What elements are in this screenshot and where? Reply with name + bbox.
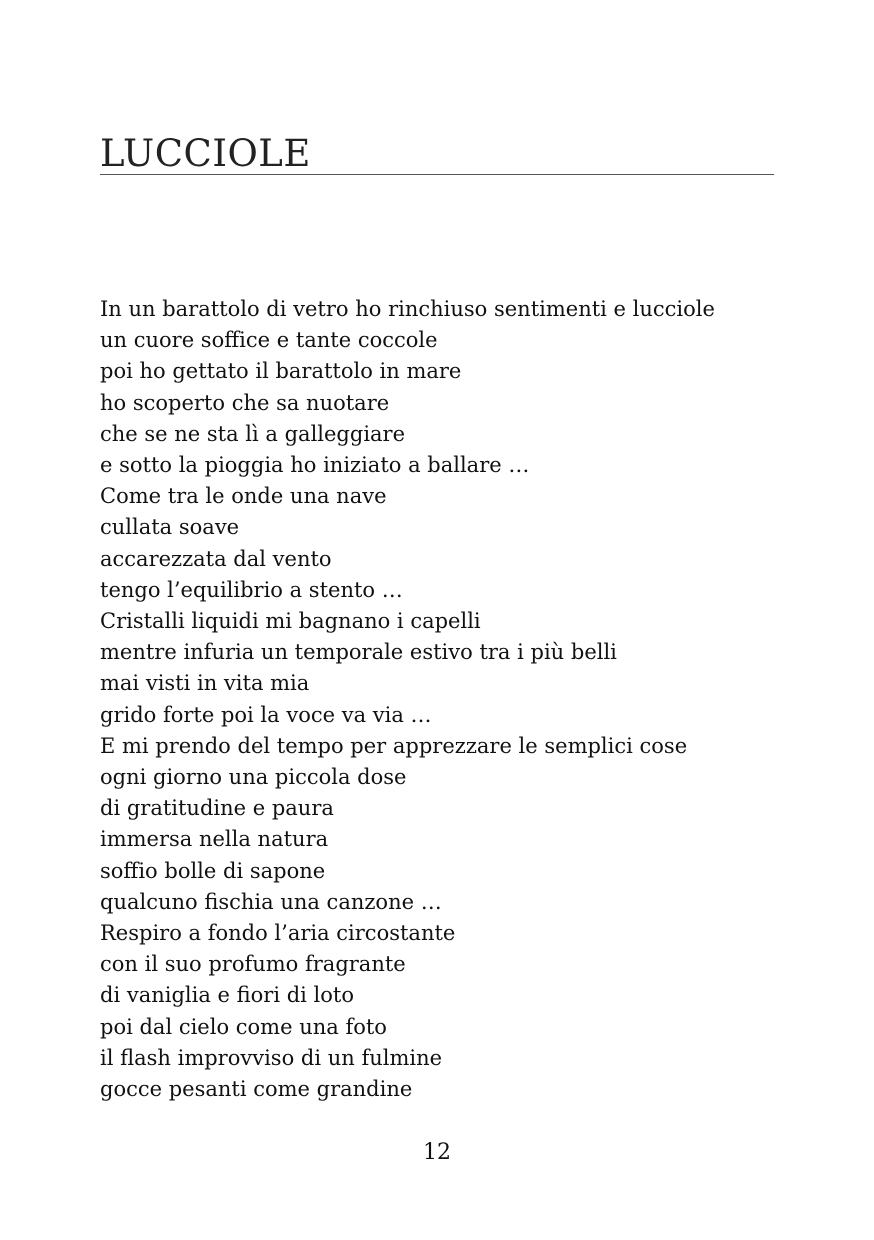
poem-line: tengo l’equilibrio a stento …	[100, 577, 403, 602]
poem-line: immersa nella natura	[100, 827, 329, 852]
poem-line: di vaniglia e fiori di loto	[100, 983, 354, 1008]
poem-line: soffio bolle di sapone	[100, 858, 326, 883]
poem-line: che se ne sta lì a galleggiare	[100, 421, 406, 446]
page-number: 12	[423, 1140, 451, 1165]
poem-line: poi ho gettato il barattolo in mare	[100, 359, 462, 384]
poem-line: grido forte poi la voce va via …	[100, 702, 432, 727]
poem-line: poi dal cielo come una foto	[100, 1014, 387, 1039]
poem-title: LUCCIOLE	[100, 132, 311, 175]
poem-line: mai visti in vita mia	[100, 671, 310, 696]
poem-line: mentre infuria un temporale estivo tra i più belli	[100, 640, 617, 665]
poem-line: qualcuno fischia una canzone …	[100, 889, 442, 914]
poem-line: accarezzata dal vento	[100, 546, 332, 571]
poem-line: E mi prendo del tempo per apprezzare le semplici cose	[100, 733, 688, 758]
poem-line: gocce pesanti come grandine	[100, 1077, 413, 1102]
poem-line: di gratitudine e paura	[100, 796, 334, 821]
poem-line: con il suo profumo fragrante	[100, 952, 406, 977]
poem-line: cullata soave	[100, 515, 240, 540]
poem-line: e sotto la pioggia ho iniziato a ballare …	[100, 453, 530, 478]
poem-line: il flash improvviso di un fulmine	[100, 1045, 443, 1070]
poem-line: Come tra le onde una nave	[100, 484, 387, 509]
poem-line: ho scoperto che sa nuotare	[100, 390, 390, 415]
poem-line: Respiro a fondo l’aria circostante	[100, 921, 456, 946]
poem-line: ogni giorno una piccola dose	[100, 765, 407, 790]
poem-line: un cuore soffice e tante coccole	[100, 328, 438, 353]
poem-line: In un barattolo di vetro ho rinchiuso sentimenti e lucciole	[100, 297, 715, 321]
title-underline	[100, 174, 774, 175]
poem-body	[100, 294, 715, 1105]
poem-line: Cristalli liquidi mi bagnano i capelli	[100, 609, 481, 634]
